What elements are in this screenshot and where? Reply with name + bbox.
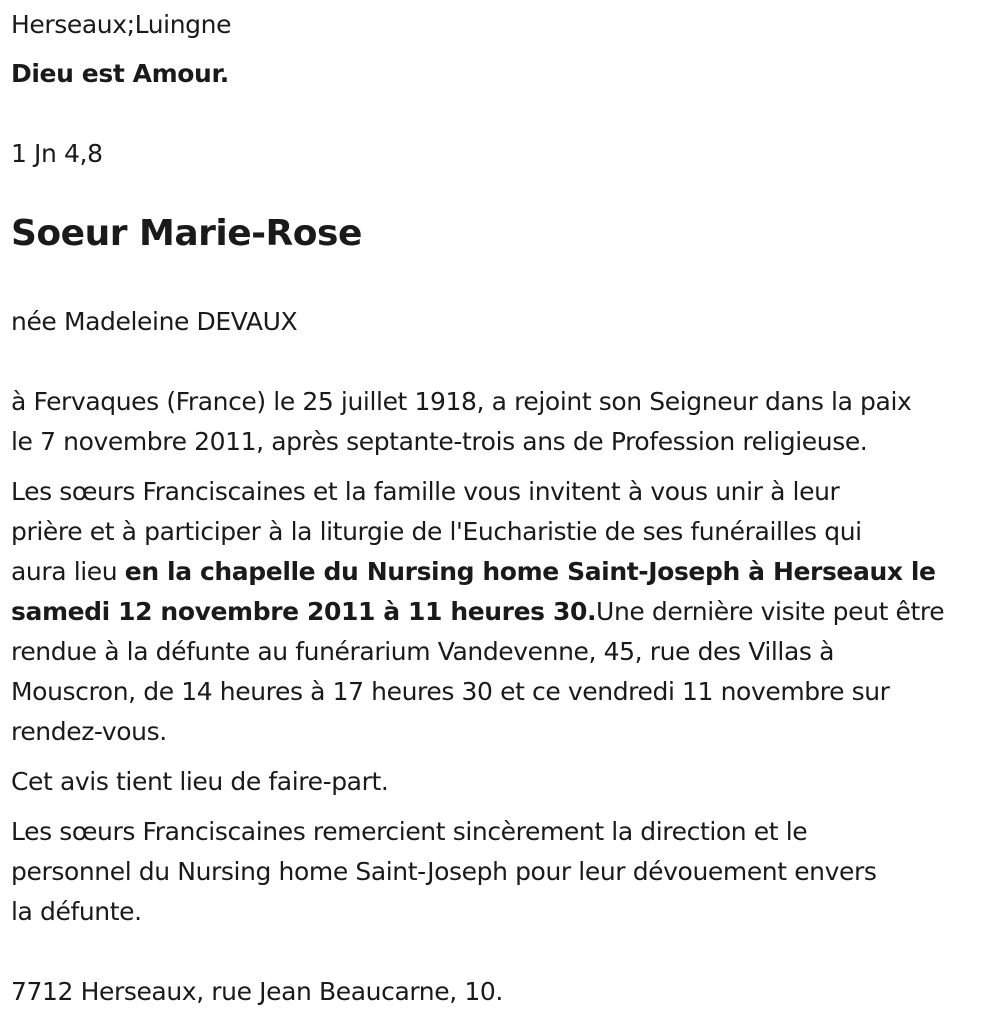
funeral-date-text: samedi 12 novembre 2011 à 11 heures 30. xyxy=(11,597,597,626)
thanks-paragraph xyxy=(11,812,996,932)
paragraph-line: personnel du Nursing home Saint-Joseph pour leur dévouement envers xyxy=(11,857,877,886)
paragraph-text: Une dernière visite peut être xyxy=(596,597,945,626)
paragraph-line: Mouscron, de 14 heures à 17 heures 30 et ce vendredi 11 novembre sur xyxy=(11,677,890,706)
paragraph-line: Cet avis tient lieu de faire-part. xyxy=(11,767,389,796)
birth-death-paragraph xyxy=(11,382,996,462)
paragraph-line: rendue à la défunte au funérarium Vandevenne, 45, rue des Villas à xyxy=(11,637,834,666)
verse-reference: 1 Jn 4,8 xyxy=(11,139,103,168)
paragraph-line: à Fervaques (France) le 25 juillet 1918, a rejoint son Seigneur dans la paix xyxy=(11,387,912,416)
address-line: 7712 Herseaux, rue Jean Beaucarne, 10. xyxy=(11,977,503,1006)
paragraph-line: le 7 novembre 2011, après septante-trois ans de Profession religieuse. xyxy=(11,427,868,456)
paragraph-text: aura lieu xyxy=(11,557,125,586)
paragraph-line: Les sœurs Franciscaines et la famille vous invitent à vous unir à leur xyxy=(11,477,840,506)
paragraph-line: rendez-vous. xyxy=(11,717,167,746)
paragraph-line: la défunte. xyxy=(11,897,142,926)
paragraph-line: Les sœurs Franciscaines remercient sincèrement la direction et le xyxy=(11,817,808,846)
paragraph-line xyxy=(11,552,996,592)
location-line: Herseaux;Luingne xyxy=(11,10,232,39)
funeral-location-text: en la chapelle du Nursing home Saint-Joseph à Herseaux le xyxy=(124,557,936,586)
deceased-name: Soeur Marie-Rose xyxy=(11,213,362,254)
notice-paragraph xyxy=(11,762,996,802)
funeral-paragraph xyxy=(11,472,996,752)
birth-name: née Madeleine DEVAUX xyxy=(11,307,298,336)
verse-text: Dieu est Amour. xyxy=(11,59,229,88)
paragraph-line xyxy=(11,592,996,632)
paragraph-line: prière et à participer à la liturgie de l'Eucharistie de ses funérailles qui xyxy=(11,517,862,546)
